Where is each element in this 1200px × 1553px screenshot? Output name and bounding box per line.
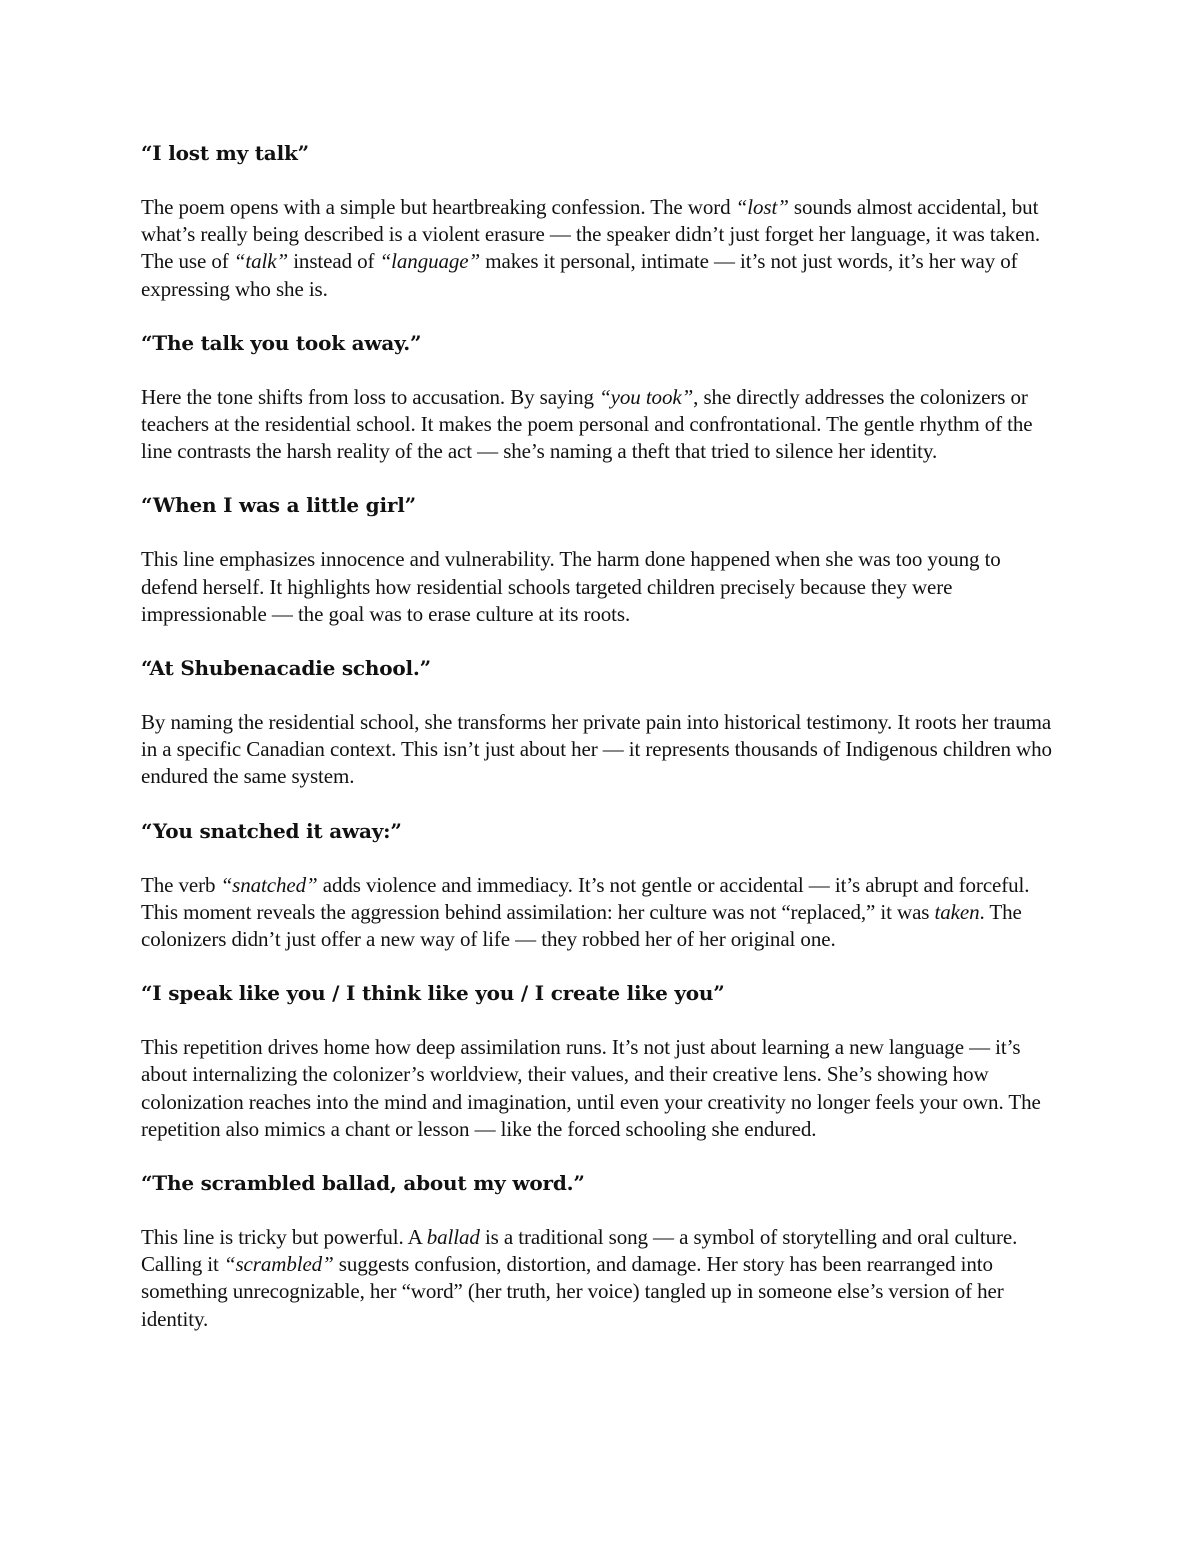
analysis-paragraph <box>141 194 1061 303</box>
text-run: The poem opens with a simple but heartbreaking confession. The word <box>141 195 736 219</box>
quote-heading: “You snatched it away:” <box>141 818 402 843</box>
analysis-paragraph <box>141 1224 1061 1333</box>
analysis-paragraph <box>141 384 1061 466</box>
text-run: adds violence and immediacy. It’s not gentle or accidental — it’s abrupt and forceful. This moment reveals the aggression behind assimilation: her culture was not “replaced,” it was <box>141 872 1030 924</box>
text-run: This line is tricky but powerful. A <box>141 1225 427 1250</box>
analysis-section-2 <box>141 330 1061 466</box>
text-run: is a traditional song — a symbol of storytelling and oral culture. Calling it <box>141 1225 1018 1277</box>
italic-phrase: “lost” <box>735 195 789 219</box>
text-run: suggests confusion, distortion, and damage. Her story has been rearranged into something unrecognizable, her “word” (her truth, her voice) tangled up in someone else’s version of her identity. <box>141 1252 1004 1331</box>
italic-phrase: “scrambled” <box>223 1252 334 1277</box>
text-run: . The colonizers didn’t just offer a new way of life — they robbed her of her original one. <box>141 899 1022 952</box>
analysis-section-3 <box>141 492 1061 628</box>
analysis-paragraph <box>141 1034 1061 1143</box>
text-run: This repetition drives home how deep assimilation runs. It’s not just about learning a new language — it’s about internalizing the colonizer’s worldview, their values, and their creative lens. She’s showing how colonization reaches into the mind and imagination, until even your creativity no longer feels your own. The repetition also mimics a chant or lesson — like the forced schooling she endured. <box>141 1035 1041 1141</box>
analysis-section-4 <box>141 655 1061 791</box>
text-run: By naming the residential school, she transforms her private pain into historical testimony. It roots her trauma in a specific Canadian context. This isn’t just about her — it represents thousands of Indigenous children who endured the same system. <box>141 710 1052 789</box>
analysis-paragraph <box>141 709 1061 791</box>
text-run: instead of <box>288 249 380 274</box>
quote-heading: “The talk you took away.” <box>141 330 422 355</box>
text-run: makes it personal, intimate — it’s not just words, it’s her way of expressing who she is. <box>141 249 1018 301</box>
analysis-paragraph <box>141 872 1061 954</box>
analysis-section-7 <box>141 1170 1061 1333</box>
quote-heading: “The scrambled ballad, about my word.” <box>141 1171 585 1196</box>
italic-phrase: “snatched” <box>220 872 318 897</box>
quote-heading: “I speak like you / I think like you / I create like you” <box>141 981 725 1006</box>
analysis-section-1 <box>141 140 1061 303</box>
italic-phrase: “you took” <box>599 384 694 409</box>
text-run: This line emphasizes innocence and vulnerability. The harm done happened when she was too young to defend herself. It highlights how residential schools targeted children precisely because they were impressionable — the goal was to erase culture at its roots. <box>141 547 1001 626</box>
analysis-section-6 <box>141 980 1061 1143</box>
text-run: , she directly addresses the colonizers or teachers at the residential school. It makes the poem personal and confrontational. The gentle rhythm of the line contrasts the harsh reality of the act — she’s naming a theft that tried to silence her identity. <box>141 384 1033 464</box>
quote-heading: “When I was a little girl” <box>141 493 416 518</box>
italic-phrase: taken <box>934 899 980 924</box>
quote-heading: “I lost my talk” <box>141 141 309 165</box>
analysis-paragraph <box>141 546 1061 628</box>
italic-phrase: “language” <box>379 249 481 274</box>
quote-heading: “At Shubenacadie school.” <box>141 656 431 681</box>
text-run: sounds almost accidental, but what’s really being described is a violent erasure — the speaker didn’t just forget her language, it was taken. The use of <box>141 195 1041 274</box>
text-run: Here the tone shifts from loss to accusation. By saying <box>141 384 600 409</box>
italic-phrase: “talk” <box>233 249 289 274</box>
analysis-section-5 <box>141 818 1061 954</box>
document-page <box>141 140 1061 1360</box>
italic-phrase: ballad <box>426 1225 480 1250</box>
text-run: The verb <box>141 872 221 897</box>
